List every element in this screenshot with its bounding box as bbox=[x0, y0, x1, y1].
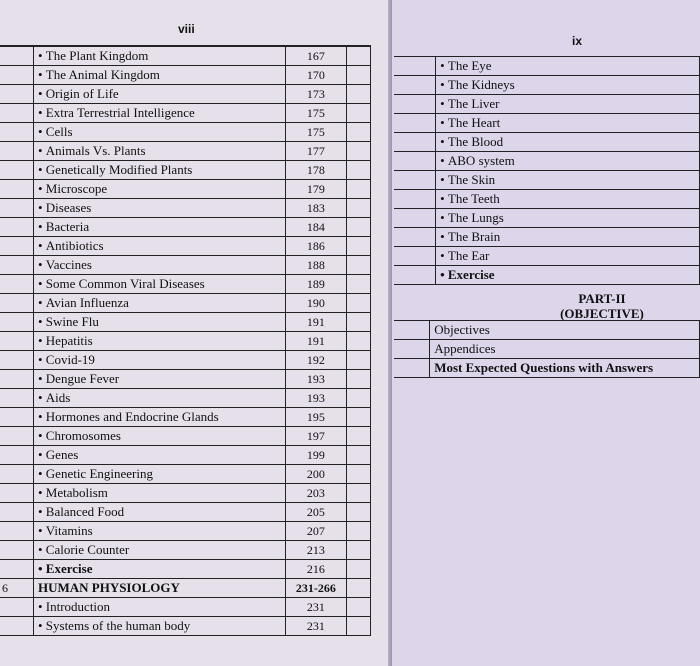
entry-title: • Animals Vs. Plants bbox=[33, 142, 285, 161]
chapter-number bbox=[394, 95, 436, 114]
contents-table-right bbox=[394, 56, 700, 285]
toc-row bbox=[0, 180, 371, 199]
chapter-number: 6 bbox=[0, 579, 33, 598]
blank-cell bbox=[346, 484, 370, 503]
page-range: 205 bbox=[286, 503, 346, 522]
chapter-number bbox=[0, 541, 33, 560]
entry-title: • Genetic Engineering bbox=[33, 465, 285, 484]
entry-title: • Dengue Fever bbox=[33, 370, 285, 389]
entry-title: • The Ear bbox=[436, 247, 700, 266]
page-range: 192 bbox=[286, 351, 346, 370]
entry-title: • Introduction bbox=[33, 598, 285, 617]
chapter-number bbox=[0, 617, 33, 636]
page-range: 231 bbox=[286, 598, 346, 617]
page-range: 195 bbox=[286, 408, 346, 427]
entry-title: • The Teeth bbox=[436, 190, 700, 209]
chapter-number bbox=[0, 598, 33, 617]
entry-title: • Systems of the human body bbox=[33, 617, 285, 636]
entry-title: • Chromosomes bbox=[33, 427, 285, 446]
chapter-number bbox=[0, 408, 33, 427]
right-page bbox=[392, 0, 700, 666]
chapter-number bbox=[0, 256, 33, 275]
blank-cell bbox=[346, 522, 370, 541]
toc-row bbox=[0, 237, 371, 256]
blank-cell bbox=[346, 256, 370, 275]
toc-row bbox=[394, 359, 700, 378]
entry-title: • Vaccines bbox=[33, 256, 285, 275]
chapter-number bbox=[0, 275, 33, 294]
page-range: 213 bbox=[286, 541, 346, 560]
chapter-number bbox=[0, 199, 33, 218]
blank-cell bbox=[346, 446, 370, 465]
page-range: 179 bbox=[286, 180, 346, 199]
blank-cell bbox=[346, 332, 370, 351]
chapter-number bbox=[0, 484, 33, 503]
toc-row bbox=[0, 104, 371, 123]
toc-row bbox=[0, 484, 371, 503]
entry-title: • Exercise bbox=[436, 266, 700, 285]
chapter-number bbox=[0, 180, 33, 199]
entry-title: • Swine Flu bbox=[33, 313, 285, 332]
toc-row bbox=[0, 351, 371, 370]
chapter-number bbox=[394, 247, 436, 266]
page-range: 200 bbox=[286, 465, 346, 484]
entry-title: • The Animal Kingdom bbox=[33, 66, 285, 85]
toc-row bbox=[394, 340, 700, 359]
toc-row bbox=[0, 313, 371, 332]
blank-cell bbox=[346, 142, 370, 161]
page-range: 173 bbox=[286, 85, 346, 104]
blank-cell bbox=[346, 598, 370, 617]
chapter-number bbox=[394, 228, 436, 247]
entry-title: • Some Common Viral Diseases bbox=[33, 275, 285, 294]
page-range: 177 bbox=[286, 142, 346, 161]
entry-title: • The Liver bbox=[436, 95, 700, 114]
entry-title: • Exercise bbox=[33, 560, 285, 579]
page-range: 191 bbox=[286, 313, 346, 332]
chapter-number bbox=[394, 321, 430, 340]
blank-cell bbox=[346, 579, 370, 598]
toc-row bbox=[0, 389, 371, 408]
blank-cell bbox=[346, 161, 370, 180]
entry-title: • Origin of Life bbox=[33, 85, 285, 104]
toc-row bbox=[394, 266, 700, 285]
chapter-number bbox=[0, 85, 33, 104]
part-table bbox=[394, 320, 700, 378]
toc-row bbox=[394, 247, 700, 266]
toc-row bbox=[0, 446, 371, 465]
entry-title: • The Skin bbox=[436, 171, 700, 190]
toc-row bbox=[0, 142, 371, 161]
page-range: 193 bbox=[286, 370, 346, 389]
chapter-number bbox=[0, 503, 33, 522]
entry-title: HUMAN PHYSIOLOGY bbox=[33, 579, 285, 598]
entry-title: Objectives bbox=[430, 321, 700, 340]
entry-title: • Covid-19 bbox=[33, 351, 285, 370]
blank-cell bbox=[346, 351, 370, 370]
blank-cell bbox=[346, 465, 370, 484]
entry-title: • The Lungs bbox=[436, 209, 700, 228]
blank-cell bbox=[346, 85, 370, 104]
toc-row bbox=[0, 579, 371, 598]
entry-title: • Genetically Modified Plants bbox=[33, 161, 285, 180]
chapter-number bbox=[0, 427, 33, 446]
chapter-number bbox=[394, 57, 436, 76]
toc-row bbox=[394, 76, 700, 95]
entry-title: • Avian Influenza bbox=[33, 294, 285, 313]
toc-row bbox=[0, 294, 371, 313]
entry-title: • Cells bbox=[33, 123, 285, 142]
blank-cell bbox=[346, 294, 370, 313]
entry-title: • Hormones and Endocrine Glands bbox=[33, 408, 285, 427]
chapter-number bbox=[0, 46, 33, 66]
toc-row bbox=[394, 57, 700, 76]
toc-row bbox=[0, 617, 371, 636]
toc-row bbox=[0, 256, 371, 275]
toc-row bbox=[0, 503, 371, 522]
entry-title: • Diseases bbox=[33, 199, 285, 218]
entry-title: • The Heart bbox=[436, 114, 700, 133]
chapter-number bbox=[0, 560, 33, 579]
chapter-number bbox=[0, 142, 33, 161]
toc-row bbox=[0, 408, 371, 427]
entry-title: Most Expected Questions with Answers bbox=[430, 359, 700, 378]
entry-title: • Microscope bbox=[33, 180, 285, 199]
entry-title: • Metabolism bbox=[33, 484, 285, 503]
entry-title: • The Plant Kingdom bbox=[33, 46, 285, 66]
entry-title: • The Eye bbox=[436, 57, 700, 76]
page-range: 175 bbox=[286, 123, 346, 142]
entry-title: • The Kidneys bbox=[436, 76, 700, 95]
toc-row bbox=[394, 152, 700, 171]
toc-row bbox=[0, 123, 371, 142]
entry-title: • Balanced Food bbox=[33, 503, 285, 522]
entry-title: • Genes bbox=[33, 446, 285, 465]
chapter-number bbox=[0, 332, 33, 351]
blank-cell bbox=[346, 541, 370, 560]
blank-cell bbox=[346, 218, 370, 237]
toc-row bbox=[0, 85, 371, 104]
entry-title: • Hepatitis bbox=[33, 332, 285, 351]
chapter-number bbox=[0, 389, 33, 408]
chapter-number bbox=[394, 340, 430, 359]
toc-row bbox=[0, 465, 371, 484]
page-range: 170 bbox=[286, 66, 346, 85]
chapter-number bbox=[0, 123, 33, 142]
chapter-number bbox=[0, 351, 33, 370]
page-range: 216 bbox=[286, 560, 346, 579]
page-range: 199 bbox=[286, 446, 346, 465]
entry-title: • Antibiotics bbox=[33, 237, 285, 256]
page-range: 191 bbox=[286, 332, 346, 351]
page-range: 193 bbox=[286, 389, 346, 408]
page-range: 231 bbox=[286, 617, 346, 636]
chapter-number bbox=[394, 114, 436, 133]
blank-cell bbox=[346, 389, 370, 408]
chapter-number bbox=[394, 359, 430, 378]
page-number-right: ix bbox=[572, 34, 583, 48]
chapter-number bbox=[0, 161, 33, 180]
page-range: 203 bbox=[286, 484, 346, 503]
page-range: 178 bbox=[286, 161, 346, 180]
toc-row bbox=[394, 321, 700, 340]
toc-row bbox=[394, 228, 700, 247]
part-title: PART-II bbox=[578, 291, 626, 306]
toc-row bbox=[394, 95, 700, 114]
blank-cell bbox=[346, 408, 370, 427]
entry-title: • The Brain bbox=[436, 228, 700, 247]
page-range: 188 bbox=[286, 256, 346, 275]
toc-row bbox=[0, 66, 371, 85]
entry-title: • The Blood bbox=[436, 133, 700, 152]
chapter-number bbox=[0, 294, 33, 313]
blank-cell bbox=[346, 46, 370, 66]
chapter-number bbox=[394, 152, 436, 171]
chapter-number bbox=[0, 522, 33, 541]
blank-cell bbox=[346, 275, 370, 294]
page-range: 207 bbox=[286, 522, 346, 541]
chapter-number bbox=[394, 190, 436, 209]
chapter-number bbox=[394, 76, 436, 95]
page-range: 197 bbox=[286, 427, 346, 446]
entry-title: • Vitamins bbox=[33, 522, 285, 541]
toc-row bbox=[0, 598, 371, 617]
page-range: 231-266 bbox=[286, 579, 346, 598]
blank-cell bbox=[346, 180, 370, 199]
toc-row bbox=[0, 370, 371, 389]
toc-row bbox=[394, 171, 700, 190]
page-range: 183 bbox=[286, 199, 346, 218]
toc-row bbox=[0, 46, 371, 66]
toc-row bbox=[394, 114, 700, 133]
chapter-number bbox=[394, 133, 436, 152]
part-subtitle: (OBJECTIVE) bbox=[560, 306, 644, 321]
page-range: 175 bbox=[286, 104, 346, 123]
toc-row bbox=[0, 427, 371, 446]
contents-table-left bbox=[0, 45, 371, 636]
blank-cell bbox=[346, 503, 370, 522]
blank-cell bbox=[346, 199, 370, 218]
entry-title: Appendices bbox=[430, 340, 700, 359]
blank-cell bbox=[346, 427, 370, 446]
blank-cell bbox=[346, 123, 370, 142]
entry-title: • Calorie Counter bbox=[33, 541, 285, 560]
blank-cell bbox=[346, 313, 370, 332]
toc-row bbox=[0, 541, 371, 560]
entry-title: • Bacteria bbox=[33, 218, 285, 237]
toc-row bbox=[394, 190, 700, 209]
page-range: 186 bbox=[286, 237, 346, 256]
chapter-number bbox=[0, 370, 33, 389]
toc-row bbox=[0, 560, 371, 579]
entry-title: • Aids bbox=[33, 389, 285, 408]
toc-row bbox=[0, 161, 371, 180]
chapter-number bbox=[0, 313, 33, 332]
toc-row bbox=[394, 209, 700, 228]
blank-cell bbox=[346, 370, 370, 389]
chapter-number bbox=[0, 446, 33, 465]
blank-cell bbox=[346, 617, 370, 636]
chapter-number bbox=[394, 209, 436, 228]
page-range: 189 bbox=[286, 275, 346, 294]
blank-cell bbox=[346, 237, 370, 256]
page-range: 167 bbox=[286, 46, 346, 66]
toc-row bbox=[0, 332, 371, 351]
toc-row bbox=[0, 522, 371, 541]
chapter-number bbox=[0, 237, 33, 256]
chapter-number bbox=[0, 465, 33, 484]
chapter-number bbox=[0, 66, 33, 85]
chapter-number bbox=[0, 104, 33, 123]
toc-row bbox=[0, 218, 371, 237]
toc-row bbox=[394, 133, 700, 152]
blank-cell bbox=[346, 66, 370, 85]
page-number-left: viii bbox=[178, 22, 195, 36]
page-range: 184 bbox=[286, 218, 346, 237]
entry-title: • Extra Terrestrial Intelligence bbox=[33, 104, 285, 123]
chapter-number bbox=[394, 266, 436, 285]
chapter-number bbox=[0, 218, 33, 237]
page-range: 190 bbox=[286, 294, 346, 313]
entry-title: • ABO system bbox=[436, 152, 700, 171]
toc-row bbox=[0, 275, 371, 294]
chapter-number bbox=[394, 171, 436, 190]
blank-cell bbox=[346, 560, 370, 579]
toc-row bbox=[0, 199, 371, 218]
blank-cell bbox=[346, 104, 370, 123]
